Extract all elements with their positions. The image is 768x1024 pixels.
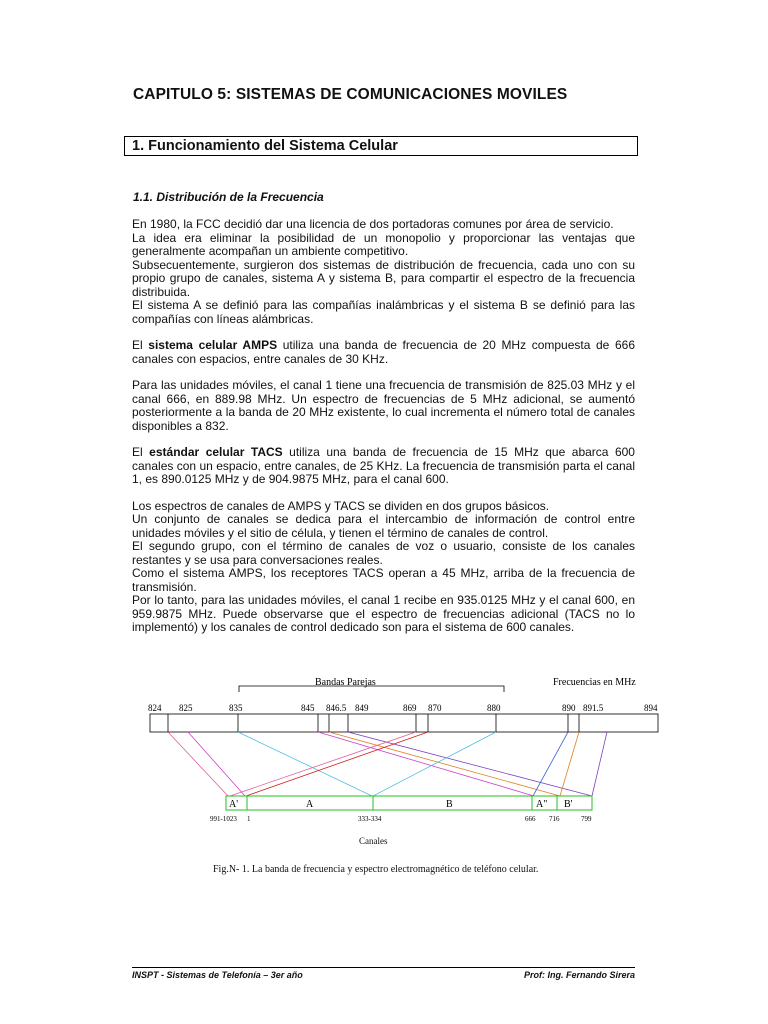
tick-label: 846.5: [326, 703, 347, 713]
section-header-box: [124, 136, 638, 156]
footer-course: INSPT - Sistemas de Telefonía – 3er año: [132, 970, 303, 980]
paragraph-tacs: [132, 446, 635, 487]
tick-label: 849: [355, 703, 369, 713]
tick-label: 891.5: [583, 703, 604, 713]
channel-number: 991-1023: [210, 815, 237, 823]
tick-label: 890: [562, 703, 576, 713]
tick-label: 824: [148, 703, 162, 713]
paragraph: El segundo grupo, con el término de canales de voz o usuario, consiste de los canales restantes y se usa para conversaciones reales.: [132, 539, 635, 567]
tick-label: 845: [301, 703, 315, 713]
tick-label: 835: [229, 703, 243, 713]
paragraph-amps: [132, 339, 635, 366]
bandas-parejas-label: Bandas Parejas: [315, 677, 376, 688]
paragraph: El sistema A se definió para las compañías inalámbricas y el sistema B se definió para las compañías con líneas alámbricas.: [132, 298, 635, 326]
paragraph: Para las unidades móviles, el canal 1 tiene una frecuencia de transmisión de 825.03 MHz y el canal 666, en 889.98 MHz. Un espectro de frecuencias de 5 MHz adicional, se aumentó posteriormente a la banda de 20 MHz existente, lo cual incrementa el número total de canales disponibles a 832.: [132, 378, 635, 433]
channel-number: 1: [247, 815, 251, 823]
frequency-band-figure: [140, 672, 670, 832]
tick-label: 870: [428, 703, 442, 713]
text-run: utiliza una banda de frecuencia de 15 MHz que abarca 600 canales con un espacio, entre canales, de 25 KHz. La frecuencia de transmisión parta el canal 1, es 890.0125 MHz y de 904.9875 MHz, para el canal 600.: [132, 445, 635, 486]
frequency-units-label: Frecuencias en MHz: [553, 677, 636, 688]
figure-caption: Fig.N- 1. La banda de frecuencia y espectro electromagnético de teléfono celular.: [213, 864, 539, 875]
channel-number: 333-334: [358, 815, 382, 823]
section-title: 1. Funcionamiento del Sistema Celular: [132, 138, 398, 154]
subsection-title: 1.1. Distribución de la Frecuencia: [133, 190, 324, 204]
block-label: A': [229, 799, 239, 810]
bold-term-tacs: estándar celular TACS: [149, 445, 283, 459]
text-run: El: [132, 338, 149, 352]
paragraph: En 1980, la FCC decidió dar una licencia de dos portadoras comunes por área de servicio.: [132, 217, 614, 231]
paragraph: Subsecuentemente, surgieron dos sistemas de distribución de frecuencia, cada uno con su propio grupo de canales, sistema A y sistema B, para compartir el espectro de la frecuencia distribuida.: [132, 257, 635, 299]
tick-label: 880: [487, 703, 501, 713]
footer-author: Prof: Ing. Fernando Sirera: [523, 970, 635, 980]
tick-label: 894: [644, 703, 658, 713]
paragraph: Como el sistema AMPS, los receptores TACS operan a 45 MHz, arriba de la frecuencia de transmisión.: [132, 566, 635, 594]
body-text: [132, 218, 635, 635]
spectrum-bar: [150, 714, 658, 732]
channel-number: 666: [525, 815, 536, 823]
paragraph: Un conjunto de canales se dedica para el intercambio de información de control entre unidades móviles y el sitio de célula, y tienen el término de canales de control.: [132, 512, 635, 540]
block-label: A: [306, 799, 314, 810]
bold-term-amps: sistema celular AMPS: [148, 338, 278, 352]
canales-label: Canales: [359, 836, 388, 846]
block-label: B: [446, 799, 453, 810]
tick-label: 825: [179, 703, 193, 713]
chapter-title: CAPITULO 5: SISTEMAS DE COMUNICACIONES MOVILES: [133, 86, 568, 103]
channel-number: 716: [549, 815, 560, 823]
text-run: El: [132, 445, 150, 459]
block-label: A": [536, 799, 548, 810]
text-run: utiliza una banda de frecuencia de 20 MHz compuesta de 666 canales con espacios, entre canales de 30 KHz.: [132, 338, 635, 366]
paragraph: Los espectros de canales de AMPS y TACS se dividen en dos grupos básicos.: [132, 498, 550, 513]
tick-label: 869: [403, 703, 417, 713]
footer-rule: [132, 967, 635, 968]
channel-number: 799: [581, 815, 592, 823]
paragraph: La idea era eliminar la posibilidad de un monopolio y proporcionar las ventajas que generalmente acompañan un ambiente competitivo.: [132, 230, 635, 258]
paragraph: Por lo tanto, para las unidades móviles, el canal 1 recibe en 935.0125 MHz y el canal 600, en 959.9875 MHz. Puede observarse que el espectro de frecuencias adicional (TACS no lo implementó) y los canales de control dedicado son para el sistema de 600 canales.: [132, 593, 635, 634]
block-label: B': [564, 799, 573, 810]
